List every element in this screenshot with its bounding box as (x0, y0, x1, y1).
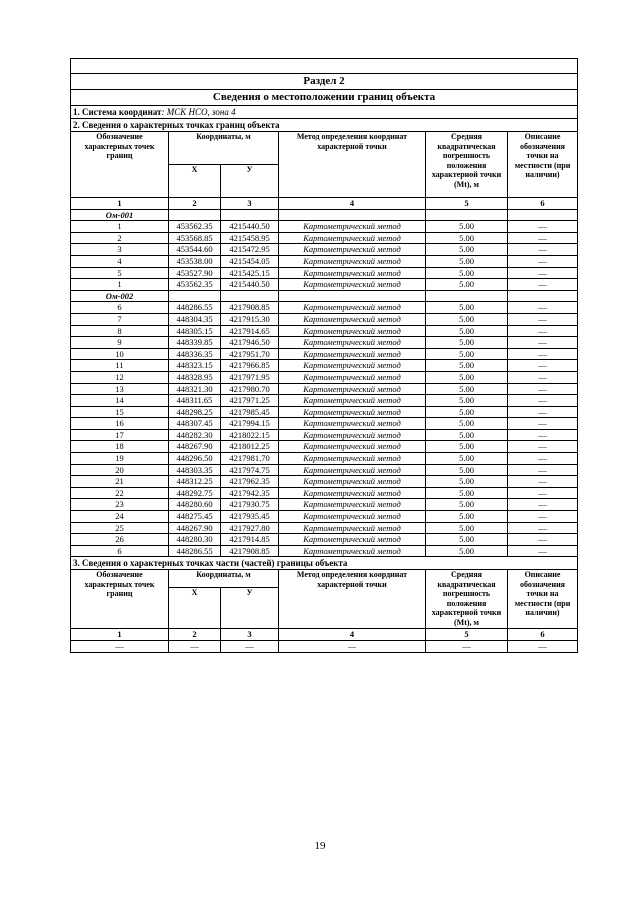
table-cell: 448282.30 (169, 429, 221, 441)
part-empty-cell: — (279, 641, 426, 653)
table-cell: Картометрический метод (279, 487, 426, 499)
table-row (71, 418, 578, 430)
table-cell: 448323.15 (169, 360, 221, 372)
table-cell: 5.00 (426, 522, 508, 534)
table-row (71, 221, 578, 233)
table-cell: Картометрический метод (279, 232, 426, 244)
table-cell: 5.00 (426, 313, 508, 325)
coord-system-label: 1. Система координат (73, 107, 162, 117)
empty-cell (508, 209, 578, 221)
coord-system-line (71, 106, 578, 119)
table-cell: 5.00 (426, 267, 508, 279)
table-cell: Картометрический метод (279, 360, 426, 372)
table-cell: 448303.35 (169, 464, 221, 476)
table-cell: 4217980.70 (221, 383, 279, 395)
table-cell: 13 (71, 383, 169, 395)
table-cell: — (508, 221, 578, 233)
table-cell: 5.00 (426, 476, 508, 488)
empty-cell (221, 209, 279, 221)
table-cell: Картометрический метод (279, 244, 426, 256)
table-row (71, 441, 578, 453)
table-cell: 4217946.50 (221, 337, 279, 349)
table-cell: 5.00 (426, 371, 508, 383)
table-cell: 448336.35 (169, 348, 221, 360)
table-cell: 7 (71, 313, 169, 325)
table-row (71, 348, 578, 360)
table-cell: — (508, 313, 578, 325)
table-cell: 11 (71, 360, 169, 372)
table-cell: 1 (71, 279, 169, 291)
table-cell: — (508, 302, 578, 314)
table-cell: 24 (71, 511, 169, 523)
document-page (70, 58, 577, 653)
table-row (71, 429, 578, 441)
table-cell: Картометрический метод (279, 337, 426, 349)
table-cell: — (508, 371, 578, 383)
table-cell: — (508, 534, 578, 546)
page-number: 19 (314, 840, 326, 852)
table-cell: 8 (71, 325, 169, 337)
table-cell: 6 (71, 302, 169, 314)
table-cell: 5.00 (426, 337, 508, 349)
table-cell: Картометрический метод (279, 522, 426, 534)
table-cell: Картометрический метод (279, 383, 426, 395)
boundary-table (70, 58, 578, 653)
part-title: 3. Сведения о характерных точках части (частей) границы объекта (71, 557, 578, 570)
table-row (71, 476, 578, 488)
table-cell: 5.00 (426, 279, 508, 291)
table-cell: 5.00 (426, 545, 508, 557)
table-cell: 16 (71, 418, 169, 430)
table-cell: 4218022.15 (221, 429, 279, 441)
part-col-number: 1 (71, 629, 169, 641)
table-cell: 448267.90 (169, 441, 221, 453)
table-cell: Картометрический метод (279, 255, 426, 267)
table-cell: 26 (71, 534, 169, 546)
table-cell: 448307.45 (169, 418, 221, 430)
table-cell: Картометрический метод (279, 348, 426, 360)
header-designation: Обозначение характерных точек границ (71, 132, 169, 198)
table-cell: 448328.95 (169, 371, 221, 383)
table-cell: Картометрический метод (279, 453, 426, 465)
table-row (71, 453, 578, 465)
table-row (71, 522, 578, 534)
contour-header-row (71, 290, 578, 302)
table-cell: — (508, 279, 578, 291)
part-empty-cell: — (169, 641, 221, 653)
section-title: Раздел 2 (71, 74, 578, 90)
table-cell: 4217914.85 (221, 534, 279, 546)
table-cell: 17 (71, 429, 169, 441)
table-cell: 448312.25 (169, 476, 221, 488)
table-cell: Картометрический метод (279, 511, 426, 523)
table-cell: 4217908.85 (221, 545, 279, 557)
table-cell: 12 (71, 371, 169, 383)
contour-header-row (71, 209, 578, 221)
empty-cell (279, 209, 426, 221)
table-cell: 448275.45 (169, 511, 221, 523)
table-cell: Картометрический метод (279, 371, 426, 383)
table-cell: Картометрический метод (279, 464, 426, 476)
table-cell: 5.00 (426, 429, 508, 441)
table-cell: 453527.90 (169, 267, 221, 279)
table-cell: 4218012.25 (221, 441, 279, 453)
table-cell: 4215472.95 (221, 244, 279, 256)
empty-cell (169, 290, 221, 302)
table-cell: 23 (71, 499, 169, 511)
table-cell: — (508, 464, 578, 476)
table-row (71, 244, 578, 256)
table-cell: — (508, 337, 578, 349)
header-y: У (221, 165, 279, 198)
part-empty-cell: — (221, 641, 279, 653)
table-cell: 5.00 (426, 453, 508, 465)
table-cell: Картометрический метод (279, 429, 426, 441)
col-number: 1 (71, 198, 169, 210)
table-cell: 1 (71, 221, 169, 233)
part-empty-cell: — (426, 641, 508, 653)
table-cell: 5 (71, 267, 169, 279)
table-cell: 4215454.05 (221, 255, 279, 267)
part-col-number: 3 (221, 629, 279, 641)
table-cell: 448280.60 (169, 499, 221, 511)
table-row (71, 313, 578, 325)
empty-cell (508, 290, 578, 302)
table-cell: 2 (71, 232, 169, 244)
table-row (71, 406, 578, 418)
table-cell: 21 (71, 476, 169, 488)
table-cell: 448267.90 (169, 522, 221, 534)
table-cell: 5.00 (426, 325, 508, 337)
empty-cell (426, 290, 508, 302)
table-cell: 448286.55 (169, 545, 221, 557)
table-cell: — (508, 429, 578, 441)
table-cell: 453544.60 (169, 244, 221, 256)
top-blank-row (71, 59, 578, 74)
section-subtitle: Сведения о местоположении границ объекта (71, 90, 578, 106)
table-row (71, 232, 578, 244)
table-cell: 5.00 (426, 221, 508, 233)
table-cell: 448280.30 (169, 534, 221, 546)
table-cell: — (508, 383, 578, 395)
table-cell: — (508, 267, 578, 279)
table-cell: 5.00 (426, 511, 508, 523)
table-cell: 5.00 (426, 464, 508, 476)
table-cell: — (508, 348, 578, 360)
table-row (71, 371, 578, 383)
table-cell: 5.00 (426, 534, 508, 546)
table-cell: 448298.25 (169, 406, 221, 418)
table-row (71, 499, 578, 511)
table-cell: 4217951.70 (221, 348, 279, 360)
empty-cell (279, 290, 426, 302)
part-col-number: 2 (169, 629, 221, 641)
table-cell: — (508, 395, 578, 407)
table-cell: — (508, 232, 578, 244)
header-method: Метод определения координат характерной точки (279, 132, 426, 198)
table-row (71, 534, 578, 546)
table-cell: 4217930.75 (221, 499, 279, 511)
table-cell: 25 (71, 522, 169, 534)
points-title: 2. Сведения о характерных точках границ объекта (71, 119, 578, 132)
table-cell: 15 (71, 406, 169, 418)
table-cell: 5.00 (426, 255, 508, 267)
table-cell: — (508, 453, 578, 465)
table-cell: 448292.75 (169, 487, 221, 499)
table-cell: — (508, 441, 578, 453)
table-cell: 5.00 (426, 383, 508, 395)
table-cell: 5.00 (426, 360, 508, 372)
table-cell: 448286.55 (169, 302, 221, 314)
table-cell: Картометрический метод (279, 441, 426, 453)
table-cell: 4217994.15 (221, 418, 279, 430)
table-row (71, 487, 578, 499)
table-cell: — (508, 487, 578, 499)
table-cell: — (508, 325, 578, 337)
part-col-number: 5 (426, 629, 508, 641)
table-cell: — (508, 499, 578, 511)
table-cell: 5.00 (426, 418, 508, 430)
table-row (71, 255, 578, 267)
table-cell: 453538.00 (169, 255, 221, 267)
table-cell: — (508, 360, 578, 372)
table-row (71, 360, 578, 372)
table-cell: 4217974.75 (221, 464, 279, 476)
table-cell: 5.00 (426, 395, 508, 407)
part-header-coords: Координаты, м (169, 570, 279, 588)
table-cell: Картометрический метод (279, 313, 426, 325)
part-header-error: Средняя квадратическая погрешность положения характерной точки (Mt), м (426, 570, 508, 629)
table-cell: 5.00 (426, 244, 508, 256)
table-row (71, 464, 578, 476)
table-row (71, 395, 578, 407)
col-number: 5 (426, 198, 508, 210)
table-cell: 20 (71, 464, 169, 476)
table-cell: 453568.85 (169, 232, 221, 244)
part-header-x: X (169, 588, 221, 629)
table-cell: 19 (71, 453, 169, 465)
table-cell: 4217966.85 (221, 360, 279, 372)
empty-cell (426, 209, 508, 221)
table-cell: Картометрический метод (279, 267, 426, 279)
table-cell: 4217915.30 (221, 313, 279, 325)
header-description: Описание обозначения точки на местности (при наличии) (508, 132, 578, 198)
col-number: 2 (169, 198, 221, 210)
table-cell: 5.00 (426, 499, 508, 511)
table-cell: 5.00 (426, 302, 508, 314)
table-cell: 5.00 (426, 348, 508, 360)
table-cell: Картометрический метод (279, 534, 426, 546)
table-cell: — (508, 406, 578, 418)
table-cell: 5.00 (426, 406, 508, 418)
table-cell: 4217962.35 (221, 476, 279, 488)
table-cell: — (508, 476, 578, 488)
col-number: 4 (279, 198, 426, 210)
table-cell: — (508, 255, 578, 267)
table-cell: 448311.65 (169, 395, 221, 407)
table-cell: 4217908.85 (221, 302, 279, 314)
table-cell: 5.00 (426, 441, 508, 453)
part-empty-cell: — (71, 641, 169, 653)
table-cell: 4 (71, 255, 169, 267)
contour-name: Ом-001 (71, 209, 169, 221)
table-cell: Картометрический метод (279, 221, 426, 233)
table-cell: 22 (71, 487, 169, 499)
table-cell: Картометрический метод (279, 545, 426, 557)
table-cell: — (508, 418, 578, 430)
table-cell: 6 (71, 545, 169, 557)
table-cell: 4217927.80 (221, 522, 279, 534)
table-cell: 4217942.35 (221, 487, 279, 499)
table-cell: 448296.50 (169, 453, 221, 465)
table-cell: Картометрический метод (279, 279, 426, 291)
table-cell: 14 (71, 395, 169, 407)
table-row (71, 383, 578, 395)
table-cell: Картометрический метод (279, 395, 426, 407)
empty-cell (221, 290, 279, 302)
col-number: 3 (221, 198, 279, 210)
table-cell: Картометрический метод (279, 418, 426, 430)
table-cell: 5.00 (426, 487, 508, 499)
table-cell: 453562.35 (169, 279, 221, 291)
table-cell: 4217935.45 (221, 511, 279, 523)
table-row (71, 302, 578, 314)
part-col-number: 4 (279, 629, 426, 641)
table-row (71, 267, 578, 279)
table-cell: 4215425.15 (221, 267, 279, 279)
table-cell: — (508, 545, 578, 557)
table-cell: 9 (71, 337, 169, 349)
part-empty-cell: — (508, 641, 578, 653)
table-row (71, 279, 578, 291)
table-cell: 4217971.95 (221, 371, 279, 383)
col-number: 6 (508, 198, 578, 210)
part-header-designation: Обозначение характерных точек границ (71, 570, 169, 629)
table-cell: 4217971.25 (221, 395, 279, 407)
table-cell: 453562.35 (169, 221, 221, 233)
table-cell: 448304.35 (169, 313, 221, 325)
table-cell: — (508, 522, 578, 534)
table-cell: 5.00 (426, 232, 508, 244)
header-x: X (169, 165, 221, 198)
coord-system-value: : МСК НСО, зона 4 (161, 107, 236, 117)
table-cell: 448339.85 (169, 337, 221, 349)
table-cell: Картометрический метод (279, 302, 426, 314)
table-row (71, 337, 578, 349)
part-col-number: 6 (508, 629, 578, 641)
header-error: Средняя квадратическая погрешность положения характерной точки (Mt), м (426, 132, 508, 198)
table-cell: — (508, 511, 578, 523)
part-header-method: Метод определения координат характерной точки (279, 570, 426, 629)
table-cell: Картометрический метод (279, 476, 426, 488)
table-cell: 10 (71, 348, 169, 360)
table-cell: 4217985.45 (221, 406, 279, 418)
part-header-y: У (221, 588, 279, 629)
table-cell: Картометрический метод (279, 406, 426, 418)
table-cell: 18 (71, 441, 169, 453)
empty-cell (169, 209, 221, 221)
table-cell: 448305.15 (169, 325, 221, 337)
header-coords: Координаты, м (169, 132, 279, 165)
contour-name: Ом-002 (71, 290, 169, 302)
table-cell: 4215440.50 (221, 279, 279, 291)
table-cell: 4215458.95 (221, 232, 279, 244)
table-row (71, 545, 578, 557)
table-cell: 4215440.50 (221, 221, 279, 233)
table-cell: 4217981.70 (221, 453, 279, 465)
table-cell: Картометрический метод (279, 325, 426, 337)
table-cell: — (508, 244, 578, 256)
table-cell: 448321.30 (169, 383, 221, 395)
part-header-description: Описание обозначения точки на местности (при наличии) (508, 570, 578, 629)
table-row (71, 325, 578, 337)
table-cell: Картометрический метод (279, 499, 426, 511)
table-cell: 3 (71, 244, 169, 256)
table-row (71, 511, 578, 523)
table-cell: 4217914.65 (221, 325, 279, 337)
